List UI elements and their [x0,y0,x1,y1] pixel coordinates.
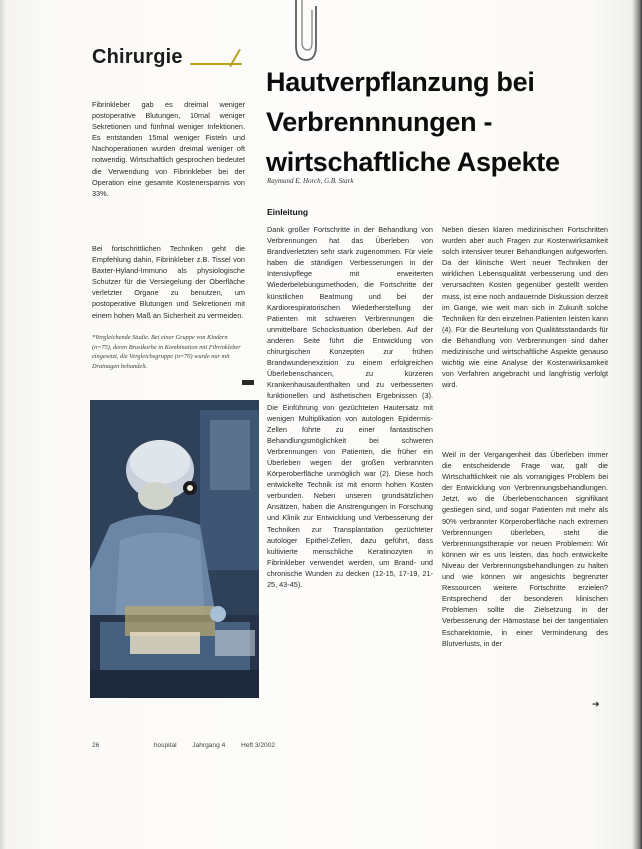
paragraph-text: Dank großer Fortschritte in der Behandlung von Verbrennungen hat das Überleben von Brandverletzten sehr stark zugenommen. Für viele haben die ständigen Verbesserungen in der Intensivpflege mit erweiterten Wiederbelebungsmethoden, die Fortschritte der künstlichen Beatmung und bei der Kardiorespiratorischen Wiederherstellung der Patienten mit schweren Verbrennungen die unmittelbare Schocksituation überleben. Auf der anderen Seite führt die Entwicklung von chirurgischen Konzepten zur frühen Brandwundenexzision zu einem erfolgreichen Überlebenschancen, zu kürzeren Krankenhausaufenthalten und zu verbesserten funktionellen und ästhetischen Ergebnissen (3). Die Einführung von gezüchteten Hautersatz mit wenigen Multiplikation von autologen Epidermis-Zellen führte zu einer fantastischen Behandlungsmöglichkeit bei schweren Verbrennungen von Patienten, die früher ein Überleben wegen der großen verbrannten Körperoberfläche unmöglich war (2). Diese hoch entwickelte Technik ist mit enorm hohen Kosten verbunden. Neben unseren grundsätzlichen Ansätzen, haben die Anstrengungen in Forschung und Klinik zur Entwicklung und Verbesserung der Techniken zur Transplantation gezüchteter autologer Epithel-Zellen, dazu geführt, dass kultivierte menschliche Keratinozyten in Fibrinkleber verwendet werden, um Brand- und chronische Wunden zu decken (12-15, 17-19, 21-25, 43-45). [267,225,433,589]
footnote-end-mark [242,380,254,385]
title-line: Hautverpflanzung bei [266,67,535,97]
column1-paragraph [92,243,245,321]
title-line: Verbrennnungen - [266,107,493,137]
paragraph-text: Neben diesen klaren medizinischen Fortschritten wurden aber auch Fragen zur Kostenwirksamkeit solch intensiver teurer Behandlungen aufgeworfen. Da der klinische Wert neuer Techniken der wirklichen Lebensqualität verbesserung und den verursachten Kosten gegenüber gestellt werden muss, ist eine noch andauernde Diskussion derzeit im Gange, wie weit man sich in Zukunft solche Techniken für den einzelnen Patienten leisten kann (4). Für die Beurteilung von Qualitätsstandards für die Behandlung von Verbrennungen sind daher medizinische und wirtschaftliche Aspekte genauso wichtig wie eine Analyse der Kostenwirksamkeit von Verfahren angebracht und langfristig verfolgt wird. [442,225,608,390]
page-footer [92,742,275,749]
page-edge-shadow-right [632,0,642,849]
surgery-photo [90,400,259,698]
paper-clip-icon [278,0,326,70]
surgeon-illustration [90,400,259,698]
authors: Raymund E. Horch, G.B. Stark [267,177,354,185]
intro-heading: Einleitung [267,207,309,217]
article-title [266,62,606,182]
column3-paragraph [442,224,608,436]
section-rule [190,63,242,65]
journal-volume: Jahrgang 4 [192,742,226,749]
continue-arrow-icon: ➔ [592,700,600,710]
page-edge-shadow-left [0,0,6,849]
page-number: 26 [92,742,100,749]
paragraph-text: Weil in der Vergangenheit das Überleben immer die entscheidende Frage war, galt die Wirtschaftlichkeit nie als vorrangiges Problem bei der Entwicklung von Verbrennungsbehandlungen. Jetzt, wo die Überlebenschancen signifikant gestiegen sind, und sogar Patienten mit mehr als 90% verbrannter Körperoberfläche nach extremen Verbrennungen überleben, steht die Verbrennungstherapie vor neuen Problemen: Wir können wir es uns leisten, das hoch entwickelte Niveau der Verbrennungsbehandlungen zu halten und wie können wir angesichts begrenzter Ressourcen weitere Fortschritte erzielen? Entsprechend der besonderen klinischen Problemen sollte die Zielsetzung in der Verbesserung der Hämostase bei der tangentialen Escharektomie, in einer Verminderung des Blutverlusts, in der [442,450,608,648]
journal-issue: Heft 3/2002 [240,742,276,749]
column2-paragraph [267,224,433,694]
section-label: Chirurgie [92,46,183,68]
paragraph-text: Bei fortschrittlichen Techniken geht die Empfehlung dahin, Fibrinkleber z.B. Tissel von Baxter-Hyland-Immuno als physiologische Schutzer für die Versiegelung der Oberfläche verletzter Organe zu benutzen, um postoperative Blutungen und Sekretionen mit einem hohen Maß an Sicherheit zu vermeiden. [92,244,245,320]
study-footnote: *Vergleichende Studie. Bei einer Gruppe von Kindern (n=75), deren Brustkorbe in Kombination mit Fibrinkleber eingesetzt, die Vergleichsgruppe (n=70) wurde nur mit Drainagen behandelt. [92,334,241,370]
column3-paragraph [442,449,608,694]
title-line: wirtschaftliche Aspekte [266,147,560,177]
column1-paragraph [92,99,245,231]
journal-name: hospital [153,742,177,749]
paragraph-text: Fibrinkleber gab es dreimal weniger postoperative Blutungen, 10mal weniger Sekretionen und fünfmal weniger Infektionen. Es entstanden 15mal weniger Fisteln und Nachoperationen wurden dreimal weniger oft notwendig. Wirtschaftlich gesprochen bedeutet die Verwendung von Fibrinkleber bei der Operation eine gesamte Kostenersparnis von 33%. [92,100,245,198]
